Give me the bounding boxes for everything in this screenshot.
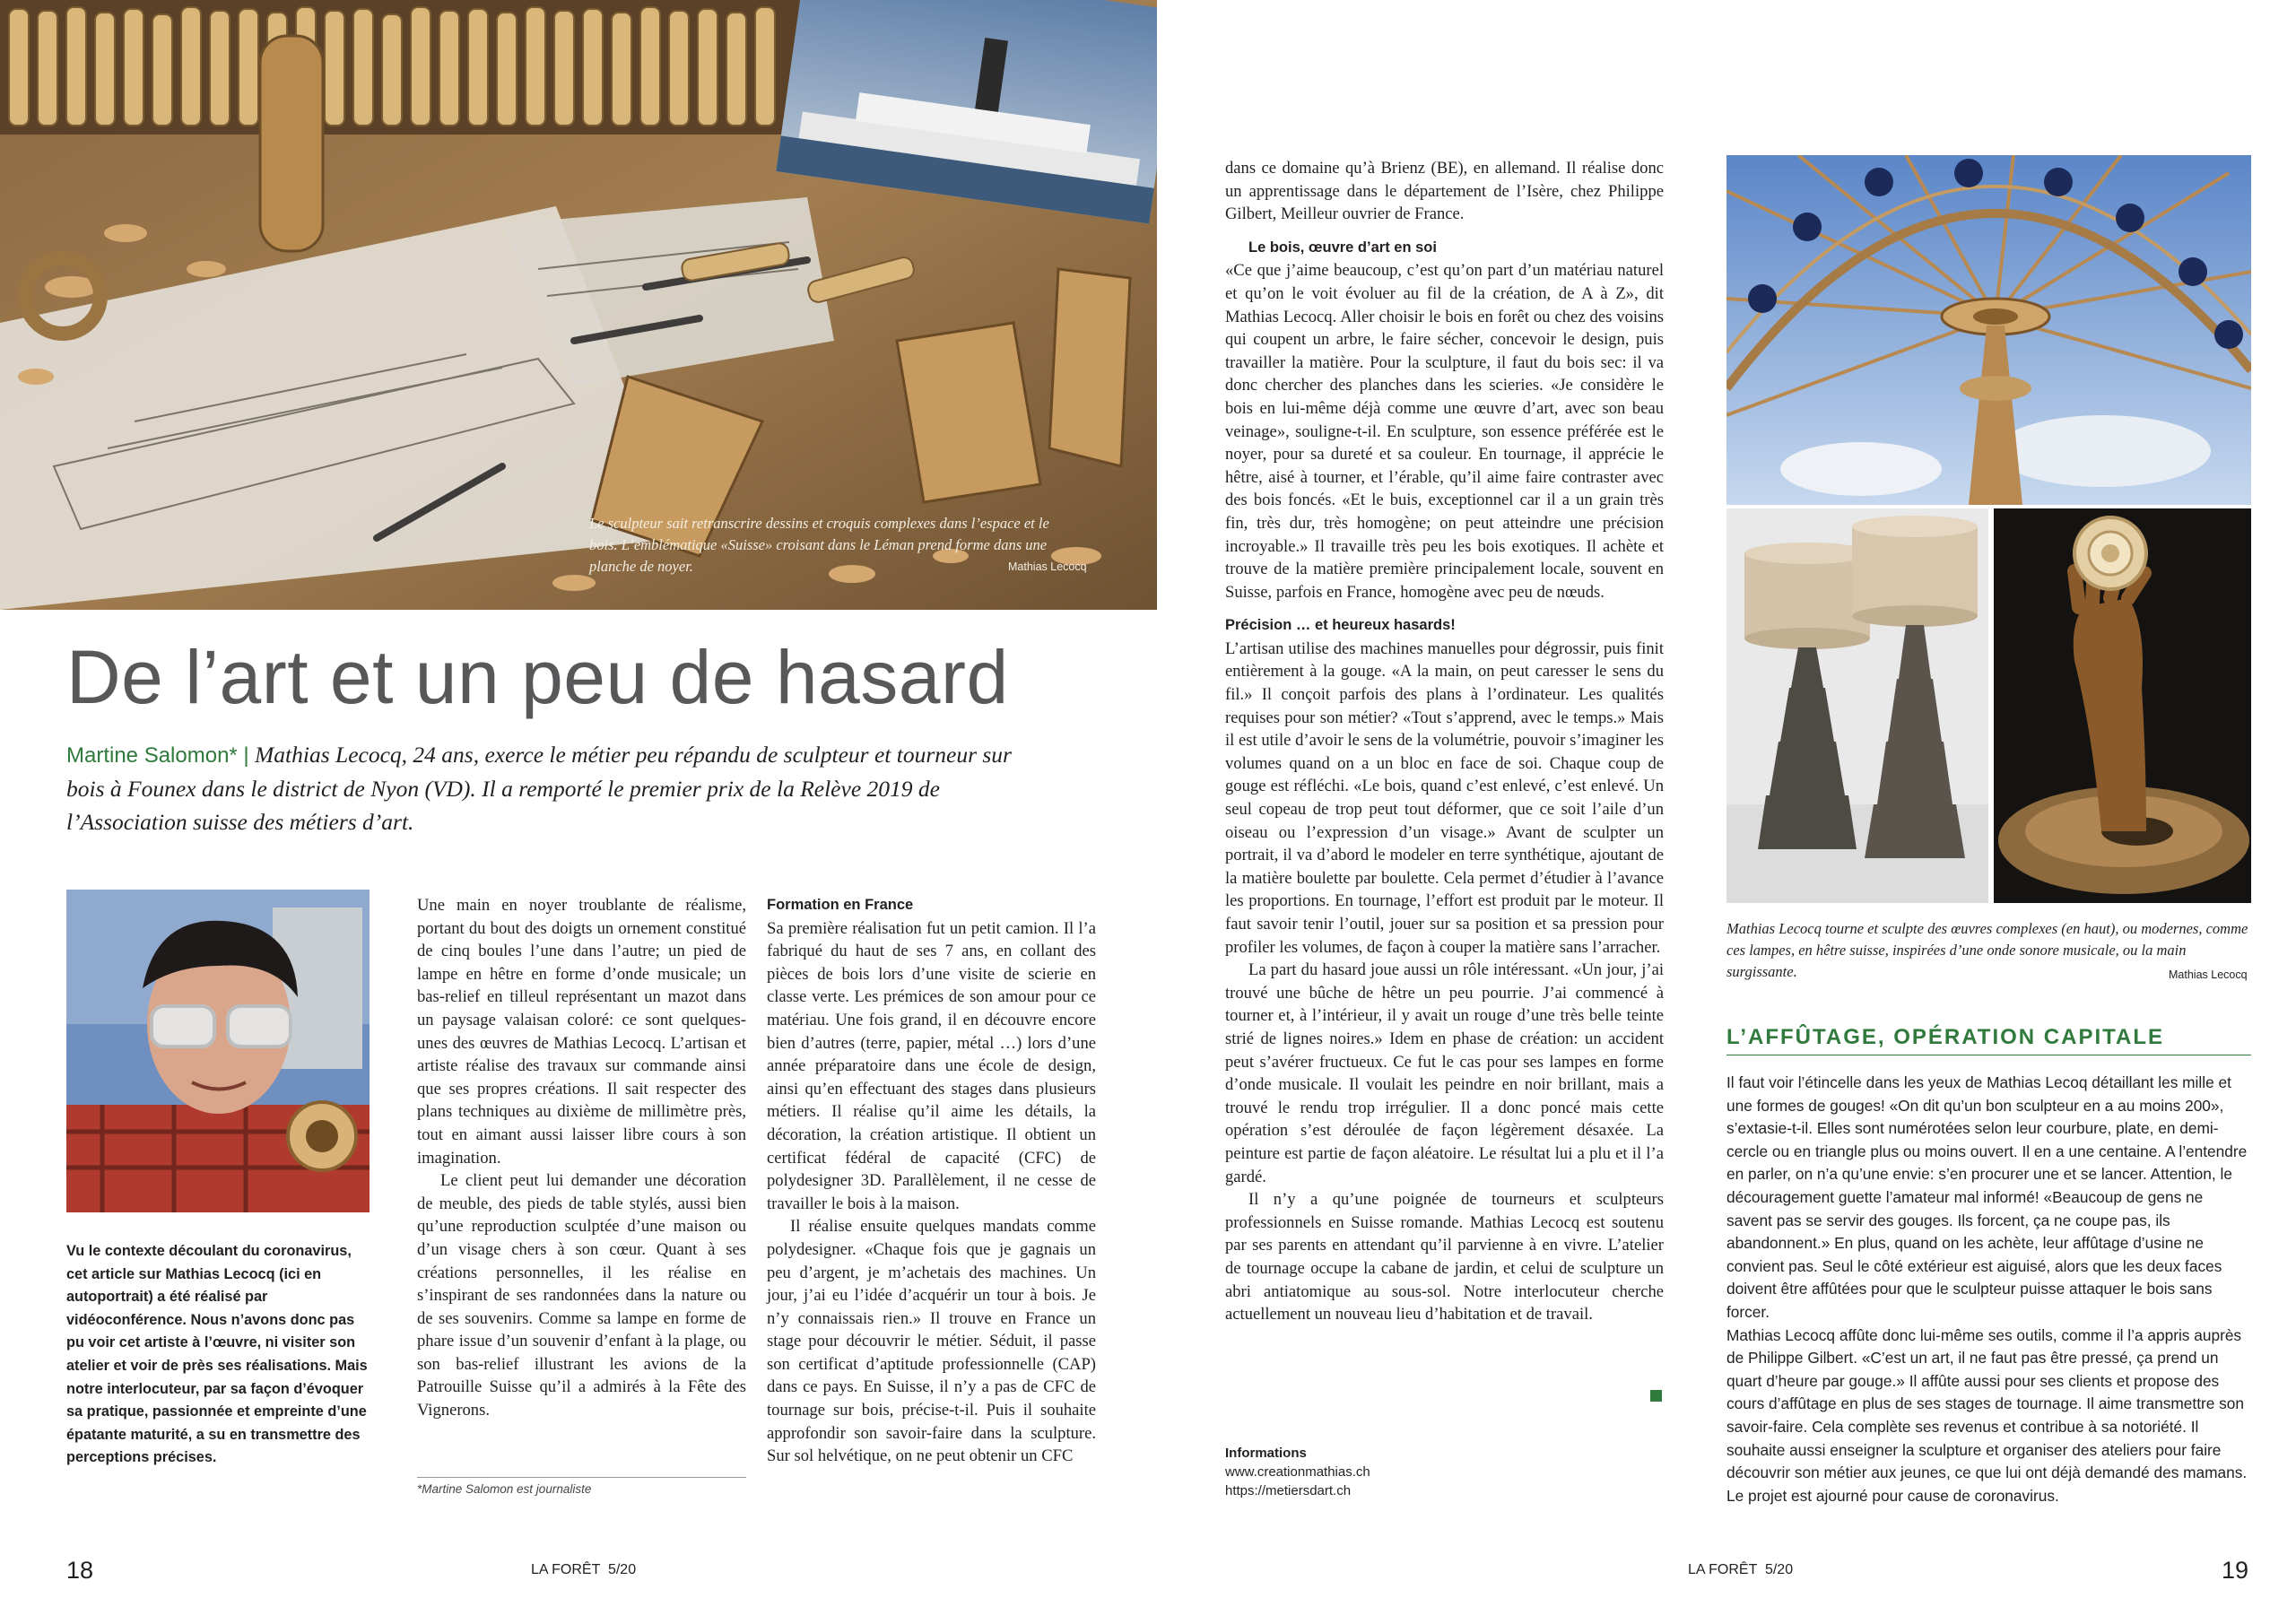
magazine-label-left: LA FORÊT 5/20 <box>531 1562 637 1577</box>
col2-paragraph-1: Sa première réalisation fut un petit camion. Il l’a fabriqué du haut de ses 7 ans, en collant des pièces de bois lors d’une visite de scierie en classe verte. Les prémices de son amour pour ce matériau. Une fois grand, il en découvre encore bien d’autres (terre, papier, métal …) lors d’une année préparatoire dans une école de design, ainsi qu’en effectuant des stages dans plusieurs métiers. Il réalise qu’il aime les détails, la décoration, la création artistique. Il obtient un certificat fédéral de capacité (CFC) de polydesigner 3D. Parallèlement, il ne cesse de travailler le bois à la maison. <box>767 918 1096 1213</box>
lamps-photo <box>1726 508 1988 903</box>
page-title: De l’art et un peu de hasard <box>66 635 1009 719</box>
hero-caption <box>589 513 1056 578</box>
col3-paragraph-2: L’artisan utilise des machines manuelles pour dégrossir, puis finit entièrement à la gouge. «A la main, on peut caresser le sens du fil.» Il conçoit parfois des plans à l’ordinateur. Les qualités requises pour son métier? «Tout s’apprend, avec le temps.» Mais il est utile d’avoir le sens de la volumétrie, pouvoir s’imaginer les volumes quand on a un bloc en face de soi. Chaque coup de gouge est réfléchi. «Le bois, quand c’est enlevé, c’est enlevé. Un seul copeau de trop peut tout déformer, que ce soit l’aile d’un oiseau ou l’expression d’un visage.» Avant de sculpter un portrait, il va d’abord le modeler en terre synthétique, ajoutant de la matière boulette par boulette. Cela permet d’étudier à l’avance les proportions. En tournage, l’effort est produit par le moteur. Il faut savoir tenir l’outil, jouer sur sa position et sa pression pour profiler les volumes, de façon à couper la matière sans l’arracher. <box>1225 638 1664 957</box>
col3-heading-1: Le bois, œuvre d’art en soi <box>1248 239 1437 256</box>
info-link-2[interactable]: https://metiersdart.ch <box>1225 1483 1352 1498</box>
col3-paragraph-0: dans ce domaine qu’à Brienz (BE), en allemand. Il réalise donc un apprentissage dans le département de l’Isère, chez Philippe Gilbert, Meilleur ouvrier de France. <box>1225 159 1664 224</box>
wheel-sculpture-image <box>1726 155 2251 505</box>
info-block <box>1225 1444 1370 1500</box>
hero-credit: Mathias Lecocq <box>1008 560 1087 573</box>
page-number-left: 18 <box>66 1557 94 1584</box>
wheel-photo <box>1726 155 2251 505</box>
col3-paragraph-3: La part du hasard joue aussi un rôle intéressant. «Un jour, j’ai trouvé une bûche de hêtre un peu pourrie. J’ai commencé à tourner et, à l’intérieur, il y avait un rouge d’une très belle teinte strié de lignes noires.» Idem en phase de création: un accident peut s’avérer fructueux. Ce fut le cas pour ses lampes en forme d’onde musicale. Il voulait les peindre en noir brillant, mais a trouvé le rendu trop irrégulier. Il a donc poncé mais cette opération s’est déroulée de façon légèrement désaxée. La peinture est partie de façon aléatoire. Le résultat lui a plu et il l’a gardé. <box>1225 960 1664 1186</box>
portrait-photo <box>66 890 370 1212</box>
portrait-image <box>66 890 370 1212</box>
column-3 <box>1225 157 1664 1326</box>
end-square-icon <box>1650 1390 1662 1402</box>
info-label: Informations <box>1225 1446 1307 1461</box>
column-2 <box>767 894 1096 1468</box>
lead-author: Martine Salomon* | <box>66 743 249 768</box>
col2-paragraph-2: Il réalise ensuite quelques mandats comme polydesigner. «Chaque fois que je gagnais un peu d’argent, je m’achetais des machines. Un jour, j’ai eu l’idée d’acquérir un tour à bois. Je n’y connaissais rien.» Il trouve en France un stage pour découvrir le métier. Séduit, il passe son certificat d’aptitude professionnelle (CAP) dans ce pays. En Suisse, il n’y a pas de CFC de tournage sur bois, précise-t-il. Puis il souhaite approfondir son savoir-faire dans la sculpture. Sur sol helvétique, on ne peut obtenir un CFC <box>767 1217 1096 1466</box>
right-credit: Mathias Lecocq <box>2169 968 2248 981</box>
hero-caption-text: Le sculpteur sait retranscrire dessins et croquis complexes dans l’espace et le bois. L’emblématique «Suisse» croisant dans le Léman prend forme dans une planche de noyer. <box>589 515 1049 575</box>
right-caption: Mathias Lecocq tourne et sculpte des œuvres complexes (en haut), ou modernes, comme ces lampes, en hêtre suisse, inspirées d’une onde sonore musicale, ou la main surgissante. <box>1726 920 2248 980</box>
lamps-image <box>1726 508 1988 903</box>
sidebar-note: Vu le contexte découlant du coronavirus, cet article sur Mathias Lecocq (ici en autoportrait) a été réalisé par vidéoconférence. Nous n’avons donc pas pu voir cet artiste à l’œuvre, ni visiter son atelier et voir de près ses réalisations. Mais notre interlocuteur, par sa façon d’évoquer sa pratique, passionnée et empreinte d’une épatante maturité, a su en transmettre des perceptions précises. <box>66 1243 368 1466</box>
col1-paragraph-1: Une main en noyer troublante de réalisme, portant du bout des doigts un ornement constitué de cinq boules l’une dans l’autre; un pied de lampe en hêtre en forme d’onde musicale; un bas-relief en tilleul représentant un mazot dans un paysage valaisan coloré: ce sont quelques-unes des œuvres de Mathias Lecocq. L’artisan et artiste réalise des travaux sur commande ainsi que ses propres créations. Il sait respecter des plans techniques au dixième de millimètre près, tout en aimant aussi laisser libre cours à son imagination. <box>417 896 746 1168</box>
col3-paragraph-4: Il n’y a qu’une poignée de tourneurs et sculpteurs professionnels en Suisse romande. Mathias Lecocq est soutenu par ses parents en attendant qu’il parvienne à en vivre. L’atelier de tournage occupe la cabane de jardin, et celui de sculpture un abri antiatomique au sous-sol. Notre interlocuteur cherche actuellement un nouveau lieu d’habitation et de travail. <box>1225 1190 1664 1324</box>
column-1 <box>417 894 746 1422</box>
col1-paragraph-2: Le client peut lui demander une décoration de meuble, des pieds de table stylés, aussi bien qu’une reproduction sculptée d’une maison ou d’un visage chers à son cœur. Quant à ses créations personnelles, il les réalise en s’inspirant de ses randonnées dans la nature ou de ses souvenirs. Comme sa lampe en forme de phare issue d’un souvenir d’enfant à la plage, ou son bas-relief illustrant les avions de la Patrouille Suisse qu’il a admirés à la Fête des Vignerons. <box>417 1171 746 1420</box>
footnote: *Martine Salomon est journaliste <box>417 1482 592 1496</box>
info-link-1[interactable]: www.creationmathias.ch <box>1225 1464 1370 1480</box>
box-paragraph-2: Mathias Lecocq affûte donc lui-même ses outils, comme il l’a appris auprès de Philippe Gilbert. «C’est un art, il ne faut pas être pressé, ça prend un quart d’heure par gouge.» Il affûte aussi pour ses clients et propose des cours d’affûtage en plus de ses stages de tournage. Il aime transmettre son savoir-faire. Cela complète ses revenus et contribue à sa notoriété. Il souhaite aussi enseigner la sculpture et organiser des ateliers pour faire découvrir son métier aux jeunes, ce que lui ont déjà demandé des mamans. Le projet est ajourné pour cause de coronavirus. <box>1726 1325 2248 1505</box>
hand-sculpture-image <box>1994 508 2251 903</box>
footnote-rule <box>417 1477 746 1478</box>
box-heading: L’AFFÛTAGE, OPÉRATION CAPITALE <box>1726 1025 2164 1049</box>
magazine-label-right: LA FORÊT 5/20 <box>1688 1562 1794 1577</box>
hand-photo <box>1994 508 2251 903</box>
col3-heading-2: Précision … et heureux hasards! <box>1225 617 1456 634</box>
lead-text: Mathias Lecocq, 24 ans, exerce le métier peu répandu de sculpteur et tourneur sur bois à Founex dans le district de Nyon (VD). Il a remporté le premier prix de la Relève 2019 de l’Association suisse des métiers d’art. <box>66 742 1012 835</box>
lead <box>66 738 1017 838</box>
col3-paragraph-1: «Ce que j’aime beaucoup, c’est qu’on part d’un matériau naturel et qu’on le voit évoluer au fil de la création, de A à Z», dit Mathias Lecocq. Aller choisir le bois en forêt ou chez des voisins qui coupent un arbre, le faire sécher, concevoir le design, puis travailler la matière. Pour la sculpture, il faut du bois sec: il va donc chercher des planches dans les scieries. «Je considère le bois en lui-même déjà comme une œuvre d’art, avec son beau veinage», souligne-t-il. En sculpture, son essence préférée est le noyer, pour sa dureté et sa couleur. En tournage, il apprécie le hêtre, aisé à tourner, et l’érable, qu’il aime faire contraster avec des bois foncés. «Et le buis, exceptionnel car il a un grain très fin, très dur, très homogène; on peut atteindre une précision incroyable.» Il travaille très peu les bois exotiques. Il achète et trouve de la matière première principalement locale, souvent en Suisse, parfois en France, homogène avec peu de nœuds. <box>1225 261 1664 602</box>
page-number-right: 19 <box>2222 1557 2249 1584</box>
box-text <box>1726 1072 2251 1507</box>
col2-heading: Formation en France <box>767 897 914 913</box>
box-paragraph-1: Il faut voir l’étincelle dans les yeux de Mathias Lecoq détaillant les mille et une formes de gouges! «On dit qu’un bon sculpteur en a au moins 200», s’extasie-t-il. Elles sont numérotées selon leur courbure, plate, en demi-cercle ou en triangle plus ou moins ouvert. Il en a une centaine. A l’entendre en parler, on n’a qu’une envie: s’en procurer une et se lancer. Attention, le découragement guette l’amateur mal informé! «Beaucoup de gens ne savent pas se servir des gouges. Ils forcent, ça ne coupe pas, ils abandonnent.» En plus, quand on les achète, leur affûtage d’usine ne convient pas. Seul le côté extérieur est aiguisé, alors que les deux faces doivent être affûtées pour que le sculpteur puisse attaquer le bois sans forcer. <box>1726 1073 2248 1321</box>
